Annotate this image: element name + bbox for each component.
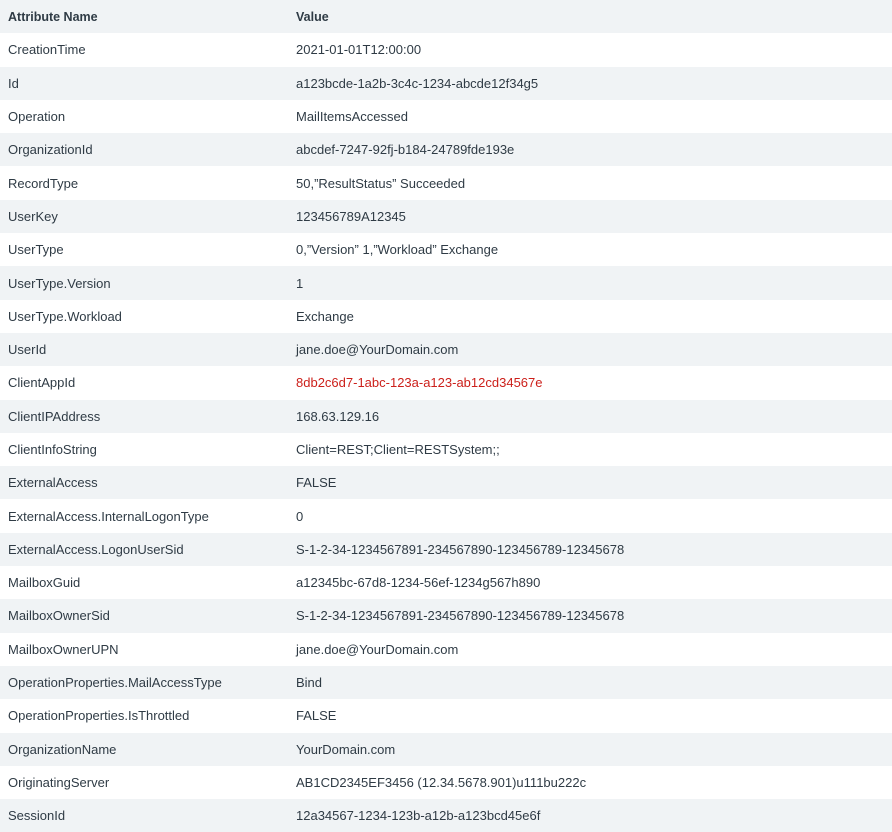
table-row: [0, 233, 892, 266]
table-row: [0, 366, 892, 399]
column-header-attribute-name: Attribute Name: [8, 9, 98, 24]
attribute-value-cell: 0: [296, 508, 304, 524]
attribute-name-cell: UserKey: [8, 208, 58, 224]
table-row: [0, 67, 892, 100]
attribute-name-cell: OperationProperties.MailAccessType: [8, 675, 222, 691]
attribute-name-cell: OperationProperties.IsThrottled: [8, 708, 190, 724]
table-header-row: [0, 0, 892, 33]
attribute-name-cell: ClientInfoString: [8, 442, 97, 457]
attribute-value-cell: abcdef-7247-92fj-b184-24789fde193e: [296, 142, 515, 158]
attribute-name-cell: ClientIPAddress: [8, 408, 101, 424]
table-row: [0, 166, 892, 199]
attribute-value-cell: Exchange: [296, 308, 354, 324]
attribute-value-cell: S-1-2-34-1234567891-234567890-123456789-12345678: [296, 541, 625, 557]
attribute-value-cell: jane.doe@YourDomain.com: [296, 641, 459, 657]
table-row: [0, 200, 892, 233]
attribute-value-cell: jane.doe@YourDomain.com: [296, 342, 459, 358]
attribute-value-cell: 0,”Version” 1,”Workload” Exchange: [296, 242, 499, 258]
attribute-value-cell-highlighted: 8db2c6d7-1abc-123a-a123-ab12cd34567e: [296, 375, 543, 391]
attribute-value-cell: 2021-01-01T12:00:00: [296, 42, 422, 58]
table-row: [0, 433, 892, 466]
attribute-value-cell: Client=REST;Client=RESTSystem;;: [296, 442, 500, 457]
table-row: [0, 499, 892, 532]
attribute-value-cell: MailItemsAccessed: [296, 109, 408, 125]
attribute-name-cell: UserId: [8, 342, 47, 358]
attribute-name-cell: UserType.Workload: [8, 308, 122, 324]
table-row: [0, 599, 892, 632]
attribute-name-cell: MailboxGuid: [8, 575, 81, 591]
attribute-name-cell: Id: [8, 75, 19, 91]
attribute-name-cell: CreationTime: [8, 42, 86, 58]
table-row: [0, 633, 892, 666]
table-row: [0, 33, 892, 66]
attribute-value-cell: a12345bc-67d8-1234-56ef-1234g567h890: [296, 575, 541, 591]
table-row: [0, 799, 892, 832]
attribute-value-cell: YourDomain.com: [296, 741, 396, 757]
attribute-value-cell: S-1-2-34-1234567891-234567890-123456789-12345678: [296, 608, 625, 624]
table-row: [0, 300, 892, 333]
attribute-name-cell: ExternalAccess.InternalLogonType: [8, 508, 209, 524]
table-row: [0, 733, 892, 766]
attribute-name-cell: MailboxOwnerUPN: [8, 641, 119, 657]
table-row: [0, 666, 892, 699]
table-row: [0, 566, 892, 599]
attribute-value-cell: AB1CD2345EF3456 (12.34.5678.901)u111bu222c: [296, 774, 587, 790]
attribute-name-cell: ExternalAccess.LogonUserSid: [8, 541, 184, 557]
attribute-value-cell: 1: [296, 275, 304, 291]
table-row: [0, 133, 892, 166]
attribute-value-cell: FALSE: [296, 475, 337, 491]
attribute-value-cell: a123bcde-1a2b-3c4c-1234-abcde12f34g5: [296, 75, 539, 91]
table-row: [0, 766, 892, 799]
column-header-value: Value: [296, 9, 329, 24]
table-row: [0, 466, 892, 499]
attribute-name-cell: ExternalAccess: [8, 475, 98, 491]
table-row: [0, 100, 892, 133]
attribute-name-cell: UserType.Version: [8, 275, 111, 291]
attribute-name-cell: RecordType: [8, 175, 79, 191]
attribute-name-cell: ClientAppId: [8, 375, 76, 391]
table-row: [0, 333, 892, 366]
attribute-value-cell: FALSE: [296, 708, 337, 724]
attribute-name-cell: OrganizationName: [8, 741, 117, 757]
table-row: [0, 533, 892, 566]
attribute-value-cell: Bind: [296, 675, 323, 691]
attribute-name-cell: UserType: [8, 242, 64, 258]
attribute-name-cell: Operation: [8, 109, 66, 125]
attribute-value-cell: 123456789A12345: [296, 208, 406, 224]
attribute-name-cell: OrganizationId: [8, 142, 93, 158]
attribute-value-cell: 12a34567-1234-123b-a12b-a123bcd45e6f: [296, 808, 541, 824]
attribute-value-cell: 50,”ResultStatus” Succeeded: [296, 175, 466, 191]
attribute-name-cell: MailboxOwnerSid: [8, 608, 110, 624]
table-row: [0, 400, 892, 433]
attribute-value-cell: 168.63.129.16: [296, 408, 380, 424]
attribute-name-cell: OriginatingServer: [8, 774, 110, 790]
table-row: [0, 266, 892, 299]
table-row: [0, 699, 892, 732]
attribute-name-cell: SessionId: [8, 808, 66, 824]
